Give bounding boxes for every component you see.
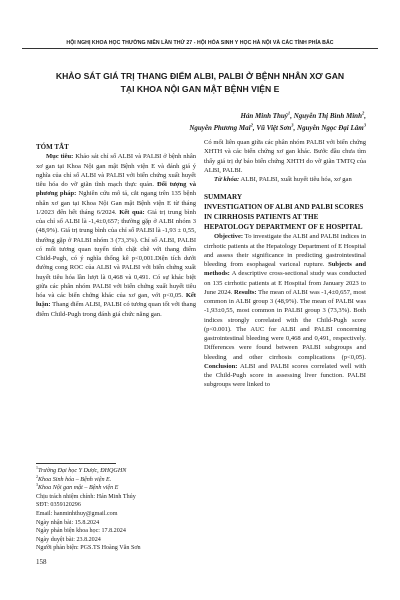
conference-header: HỘI NGHỊ KHOA HỌC THƯỜNG NIÊN LẦN THỨ 27 - HỘI HÓA SINH Y HỌC HÀ NỘI VÀ CÁC TỈNH PHÍA BẮC (66, 40, 334, 46)
vn-methods-text: Nghiên cứu mô tả, cắt ngang trên 135 bệnh nhân xơ gan tại Khoa Nội Gan mật Bệnh viện E từ tháng 1/2023 đến hết tháng 6/2024. (36, 190, 197, 216)
aff3-sup: 3 (36, 482, 38, 488)
author-sup-3: 3 (363, 122, 366, 128)
en-results-text: The mean of ALBI was -1,4±0,657, most common in ALBI group 3 (48,9%). The mean of PALBI was -1,93±0,55, most common in PALBI group 3 (73,3%). Both indices strongly correlated with the Child-Pugh score (p<0.001). The AUC for ALBI and PALBI concerning gastrointestinal bleeding were 0,468 and 0,491, respectively. Differences were found between PALBI subgroups and bleeding and other cirrhosis complications (p<0,05). (204, 288, 366, 361)
author-1: Hán Minh Thuý (240, 112, 288, 120)
en-conclusion-label: Conclusion: (204, 362, 238, 370)
en-results-label: Results: (234, 288, 257, 296)
email: Email: hanminhthuy@gmail.com (36, 510, 118, 517)
vn-results-label: Kết quả: (119, 208, 145, 216)
author-sup-2: 2 (361, 110, 365, 116)
vn-keywords (204, 175, 366, 184)
aff1-sup: 1 (36, 464, 38, 470)
vn-keywords-text: ALBI, PALBI, xuất huyết tiêu hóa, xơ gan (240, 176, 352, 183)
header-divider (22, 48, 378, 49)
phone: SĐT: 0359120296 (36, 502, 81, 509)
author-names-2 (189, 124, 363, 132)
page-number: 158 (36, 558, 47, 566)
footnote-divider (36, 463, 116, 464)
author-line-2 (36, 122, 366, 134)
en-methods-label: Subjects and methods: (204, 261, 366, 278)
en-abstract-body (204, 232, 366, 389)
vn-keywords-label: Từ khóa: (214, 176, 240, 183)
vn-conclusion-continued: Có mối liên quan giữa các phân nhóm PALBI với biến chứng XHTH và các biến chứng xơ gan khác. Bước đầu chưa tìm thấy giá trị dự báo biến chứng XHTH do vỡ giãn TMTQ của ALBI, PALBI. (204, 139, 366, 174)
vn-methods-label: Đối tượng và phương pháp: (36, 181, 196, 198)
vn-objective-text: Khảo sát chỉ số ALBI và PALBI ở bệnh nhân xơ gan tại Khoa Nội gan mật Bệnh viện E và đánh giá ý nghĩa của chỉ số ALBI và PALBI với biến chứng xuất huyết tiêu hóa do vỡ giãn tĩnh mạch thực quản. (36, 153, 196, 188)
received-date: Ngày nhận bài: 15.8.2024 (36, 519, 100, 526)
vn-abstract-column (36, 143, 196, 319)
vn-abstract-body (36, 152, 196, 319)
title-line-2: TẠI KHOA NỘI GAN MẬT BỆNH VIỆN E (120, 84, 280, 94)
vn-abstract-heading: TÓM TẮT (36, 143, 69, 151)
right-column (204, 138, 366, 390)
vn-conclusion-text-1: Thang điểm ALBI, PALBI có tương quan tốt với thang điểm Child-Pugh trong đánh giá chức năng gan. (36, 301, 196, 318)
vn-conclusion-label: Kết luận: (36, 292, 196, 309)
corresponding-author: Chịu trách nhiệm chính: Hán Minh Thúy (36, 493, 136, 500)
author-list (36, 110, 366, 134)
affiliation-2: $^2$Khoa Sinh hóa – Bệnh viện E. (36, 473, 112, 483)
author-3: Nguyễn Phương Mai (189, 124, 251, 132)
affiliation-1: $^1$Trường Đại học Y Dược, ĐHQGHN (36, 464, 127, 474)
vn-objective-label: Mục tiêu: (46, 153, 74, 161)
author-names-1 (240, 110, 365, 120)
author-line-1: Hán Minh Thuý$^1$, Nguyễn Thị Bình Minh$^2$, (240, 110, 366, 120)
vn-results-text: Giá trị trung bình của chỉ số ALBI là -1,4±0,657; thường gặp ở ALBI nhóm 3 (48,9%). Giá trị trung bình của chỉ số PALBI là -1,93 ± 0,55, thường gặp ở PALBI nhóm 3 (73,3%). Chỉ số ALBI, PALBI có mối tương quan tuyến tính chặt chẽ với thang điểm Child-Pugh, có ý nghĩa thống kê p<0,001.Diện tích dưới đường cong ROC của ALBI và PALBI với biến chứng xuất huyết tiêu hóa lần lượt là 0,468 và 0,491. Có sự khác biệt giữa các phân nhóm PALBI với biến chứng xuất huyết tiêu hóa và các biến chứng khác của xơ gan, với p<0,05. (36, 208, 197, 299)
author-5: , Nguyễn Ngọc Đại Lâm (293, 124, 364, 132)
affiliation-3: $^3$Khoa Nội gan mật – Bệnh viện E (36, 482, 119, 492)
en-article-title: INVESTIGATION OF ALBI AND PALBI SCORES IN CIRRHOSIS PATIENTS AT THE HEPATOLOGY DEPARTMENT OF E HOSPITAL (204, 203, 364, 232)
spacer (204, 184, 366, 192)
author-sup-1: 1 (287, 110, 291, 116)
author-4: , Vũ Việt Sơn (252, 124, 292, 132)
title-line-1: KHẢO SÁT GIÁ TRỊ THANG ĐIỂM ALBI, PALBI Ở BỆNH NHÂN XƠ GAN (55, 71, 345, 81)
en-conclusion-text: ALBI and PALBI scores correlated well with the Child-Pugh score in assessing liver function. PALBI subgroups were linked to (204, 362, 366, 389)
en-objective-text: To investigate the ALBI and PALBI indices in cirrhotic patients at the Hepatology Department of E Hospital and assess their significance in predicting gastrointestinal bleeding from esophageal variceal rupture. (204, 233, 366, 268)
review-date: Ngày phản biện khoa học: 17.8.2024 (36, 528, 126, 535)
footnotes (36, 464, 196, 553)
en-methods-text: A descriptive cross-sectional study was conducted on 135 cirrhotic patients at E Hospital from January 2023 to June 2024. (204, 270, 367, 296)
author-sup-3: 2 (250, 122, 253, 128)
accepted-date: Ngày duyệt bài: 23.8.2024 (36, 536, 101, 543)
en-summary-heading: SUMMARY (204, 193, 243, 202)
author-sup-4: 3 (291, 122, 294, 128)
aff2-sup: 2 (36, 473, 38, 479)
en-objective-label: Objective: (214, 233, 244, 241)
author-2: , Nguyễn Thị Bình Minh (290, 112, 362, 120)
article-title (30, 70, 370, 96)
reviewer: Người phản biện: PGS.TS Hoàng Văn Sơn (36, 545, 141, 552)
